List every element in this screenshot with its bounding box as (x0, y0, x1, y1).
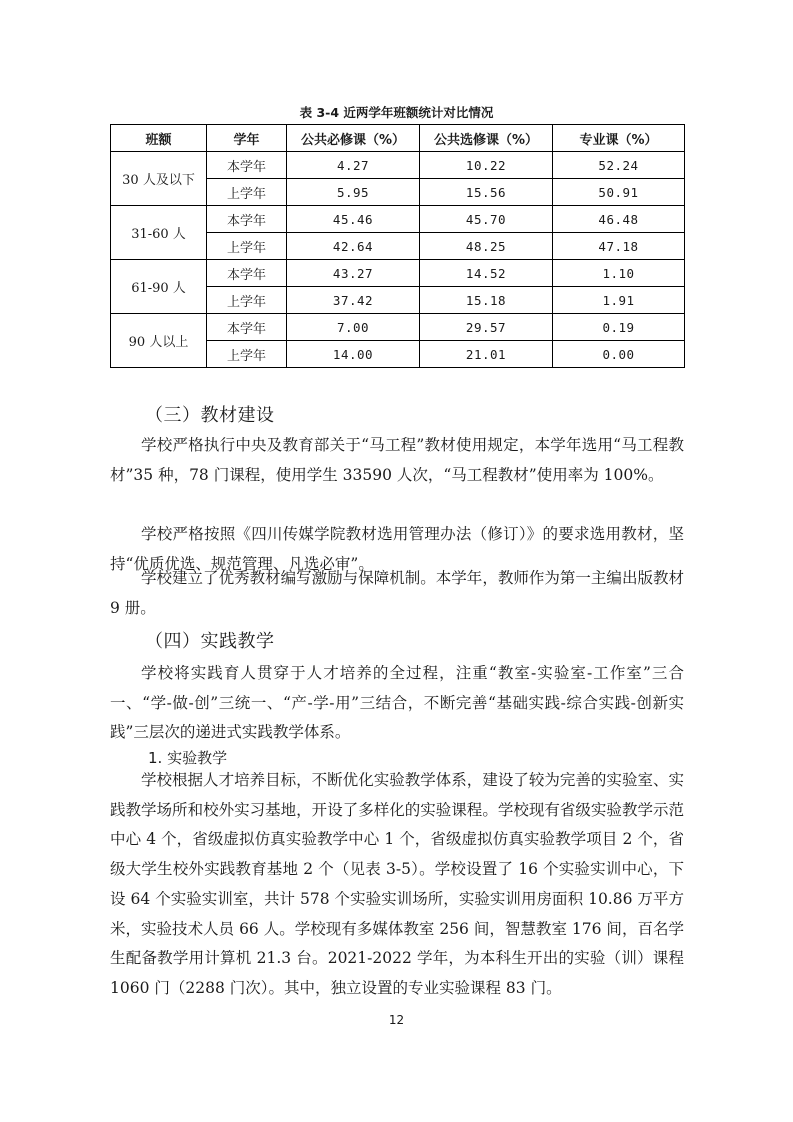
value-cell: 45.70 (420, 206, 553, 233)
value-cell: 15.56 (420, 179, 553, 206)
value-cell: 42.64 (287, 233, 420, 260)
value-cell: 4.27 (287, 152, 420, 179)
header-class-size: 班额 (111, 125, 207, 152)
value-cell: 46.48 (553, 206, 685, 233)
group-label: 90 人以上 (111, 314, 207, 368)
page-number: 12 (388, 1013, 405, 1027)
value-cell: 52.24 (553, 152, 685, 179)
value-cell: 1.91 (553, 287, 685, 314)
header-major: 专业课（%） (553, 125, 685, 152)
table-row (111, 152, 685, 179)
value-cell: 43.27 (287, 260, 420, 287)
paragraph: 学校根据人才培养目标，不断优化实验教学体系，建设了较为完善的实验室、实践教学场所和校外实习基地，开设了多样化的实验课程。学校现有省级实验教学示范中心 4 个，省级虚拟仿真实验教学中心 1 个，省级虚拟仿真实验教学项目 2 个，省级大学生校外实践教育基地 2 个（见表 3-5）。学校设置了 16 个实验实训中心，下设 64 个实验实训室，共计 578 个实验实训场所，实验实训用房面积 10.86 万平方米，实验技术人员 66 人。学校现有多媒体教室 256 间，智慧教室 176 间，百名学生配备教学用计算机 21.3 台。2021-2022 学年，为本科生开出的实验（训）课程 1060 门（2288 门次）。其中，独立设置的专业实验课程 83 门。 (110, 771, 684, 997)
year-cell: 上学年 (207, 341, 287, 368)
section-heading-practice: （四）实践教学 (145, 631, 275, 652)
value-cell: 50.91 (553, 179, 685, 206)
paragraph: 学校将实践育人贯穿于人才培养的全过程，注重“教室-实验室-工作室”三合一、“学-做-创”三统一、“产-学-用”三结合，不断完善“基础实践-综合实践-创新实践”三层次的递进式实践教学体系。 (110, 664, 684, 742)
header-year: 学年 (207, 125, 287, 152)
year-cell: 上学年 (207, 179, 287, 206)
value-cell: 15.18 (420, 287, 553, 314)
year-cell: 本学年 (207, 260, 287, 287)
year-cell: 本学年 (207, 314, 287, 341)
table-row (111, 260, 685, 287)
paragraph: 学校严格执行中央及教育部关于“马工程”教材使用规定，本学年选用“马工程教材”35 种，78 门课程，使用学生 33590 人次，“马工程教材”使用率为 100%。 (110, 436, 684, 484)
value-cell: 48.25 (420, 233, 553, 260)
year-cell: 本学年 (207, 206, 287, 233)
paragraph: 学校严格按照《四川传媒学院教材选用管理办法（修订）》的要求选用教材，坚持“优质优选、规范管理、凡选必审”。 (110, 525, 684, 573)
table-row (111, 314, 685, 341)
year-cell: 上学年 (207, 233, 287, 260)
subsection-heading-experiments: 1. 实验教学 (148, 749, 228, 767)
value-cell: 14.00 (287, 341, 420, 368)
value-cell: 10.22 (420, 152, 553, 179)
value-cell: 21.01 (420, 341, 553, 368)
value-cell: 7.00 (287, 314, 420, 341)
value-cell: 45.46 (287, 206, 420, 233)
table-row (111, 206, 685, 233)
value-cell: 14.52 (420, 260, 553, 287)
group-label: 61-90 人 (111, 260, 207, 314)
header-public-required: 公共必修课（%） (287, 125, 420, 152)
table-header-row (111, 125, 685, 152)
header-public-elective: 公共选修课（%） (420, 125, 553, 152)
section-heading-textbooks: （三）教材建设 (145, 405, 275, 426)
group-label: 31-60 人 (111, 206, 207, 260)
paragraph: 学校建立了优秀教材编写激励与保障机制。本学年，教师作为第一主编出版教材 9 册。 (110, 569, 684, 617)
value-cell: 1.10 (553, 260, 685, 287)
value-cell: 0.00 (553, 341, 685, 368)
year-cell: 本学年 (207, 152, 287, 179)
value-cell: 37.42 (287, 287, 420, 314)
table-caption: 表 3-4 近两学年班额统计对比情况 (299, 105, 494, 120)
value-cell: 5.95 (287, 179, 420, 206)
group-label: 30 人及以下 (111, 152, 207, 206)
value-cell: 47.18 (553, 233, 685, 260)
value-cell: 0.19 (553, 314, 685, 341)
year-cell: 上学年 (207, 287, 287, 314)
value-cell: 29.57 (420, 314, 553, 341)
class-size-table (110, 124, 685, 368)
